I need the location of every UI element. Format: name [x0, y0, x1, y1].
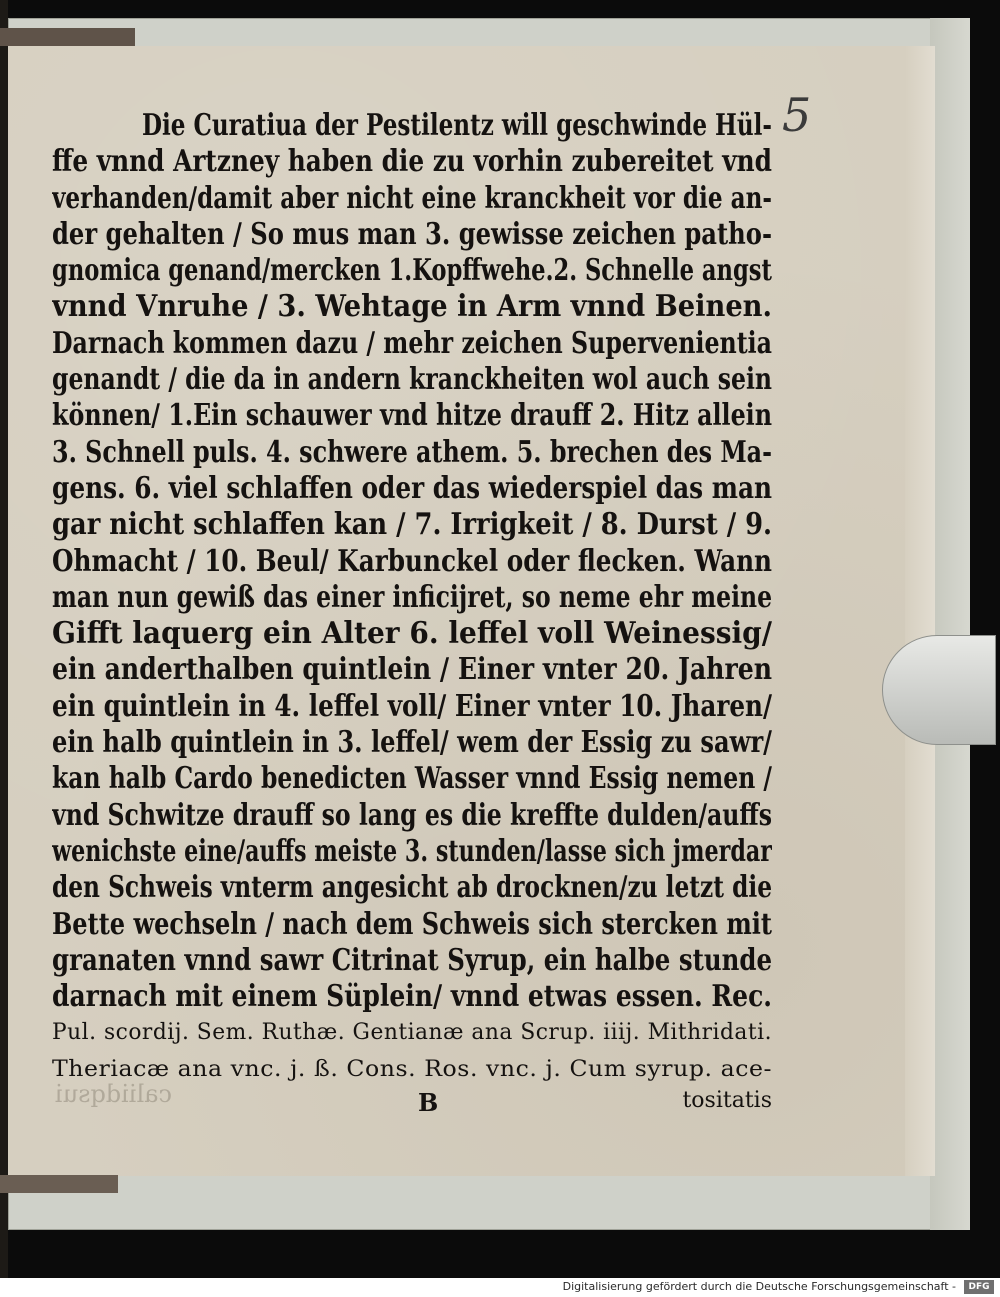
page-edge — [905, 46, 935, 1176]
text-line: ein halb quintlein in 3. leffel/ wem der Essig zu sawr/ — [52, 725, 772, 761]
text-line: man nun gewiß das einer inficijret, so neme ehr meine — [52, 579, 772, 615]
text-line-latin: Pul. scordij. Sem. Ruthæ. Gentianæ ana Scrup. iiij. Mithridati. — [52, 1020, 772, 1046]
footer-credit: Digitalisierung gefördert durch die Deutsche Forschungsgemeinschaft - — [562, 1280, 956, 1293]
text-line: der gehalten / So mus man 3. gewisse zeichen patho- — [52, 216, 772, 252]
text-line: granaten vnnd sawr Citrinat Syrup, ein halbe stunde — [52, 942, 772, 978]
text-line-latin: Theriacæ ana vnc. j. ß. Cons. Ros. vnc. j. Cum syrup. ace- — [52, 1056, 772, 1082]
text-line: verhanden/damit aber nicht eine kranckheit vor die an- — [52, 180, 772, 216]
text-line: gnomica genand/mercken 1.Kopffwehe.2. Schnelle angst — [52, 253, 772, 289]
text-line: vnnd Vnruhe / 3. Wehtage in Arm vnnd Beinen. — [52, 289, 772, 325]
binding-strip-bottom — [0, 1175, 118, 1193]
text-line: Darnach kommen dazu / mehr zeichen Supervenientia — [52, 325, 772, 361]
text-line: kan halb Cardo benedicten Wasser vnnd Essig nemen / — [52, 761, 772, 797]
text-line: vnd Schwitze drauff so lang es die kreffte dulden/auffs — [52, 797, 772, 833]
text-line: den Schweis vnterm angesicht ab drocknen/zu letzt die — [52, 870, 772, 906]
text-line: wenichste eine/auffs meiste 3. stunden/lasse sich jmerdar — [52, 833, 772, 869]
digitization-footer — [0, 1278, 1000, 1297]
signature-mark: B — [418, 1088, 439, 1117]
text-line: 3. Schnell puls. 4. schwere athem. 5. brechen des Ma- — [52, 434, 772, 470]
dfg-logo: DFG — [964, 1280, 994, 1294]
text-line: gar nicht schlaffen kan / 7. Irrigkeit / 8. Durst / 9. — [52, 507, 772, 543]
page-clip — [882, 635, 996, 745]
text-line: Gifft laquerg ein Alter 6. leffel voll Weinessig/ — [52, 616, 772, 652]
text-line: Die Curatiua der Pestilentz will geschwinde Hül- — [142, 108, 772, 143]
bleed-through-text: caliidqsui — [55, 1080, 172, 1108]
text-line: ein anderthalben quintlein / Einer vnter 20. Jahren — [52, 652, 772, 688]
text-line: Bette wechseln / nach dem Schweis sich stercken mit — [52, 906, 772, 942]
catchword: tositatis — [682, 1088, 772, 1113]
left-edge-strip — [0, 0, 8, 1278]
text-line: Ohmacht / 10. Beul/ Karbunckel oder flecken. Wann — [52, 543, 772, 579]
text-line: darnach mit einem Süplein/ vnnd etwas essen. Rec. — [52, 979, 772, 1015]
binding-strip-top — [0, 28, 135, 46]
folio-number: 5 — [782, 88, 812, 142]
page-footer-marks — [52, 1088, 772, 1122]
text-line: genandt / die da in andern kranckheiten wol auch sein — [52, 362, 772, 398]
backing-card-edge — [930, 18, 970, 1230]
text-line: gens. 6. viel schlaffen oder das wiederspiel das man — [52, 470, 772, 506]
text-line: können/ 1.Ein schauwer vnd hitze drauff 2. Hitz allein — [52, 398, 772, 434]
page-text — [52, 108, 772, 1088]
text-line: ffe vnnd Artzney haben die zu vorhin zubereitet vnd — [52, 144, 772, 180]
text-line: ein quintlein in 4. leffel voll/ Einer vnter 10. Jharen/ — [52, 688, 772, 724]
